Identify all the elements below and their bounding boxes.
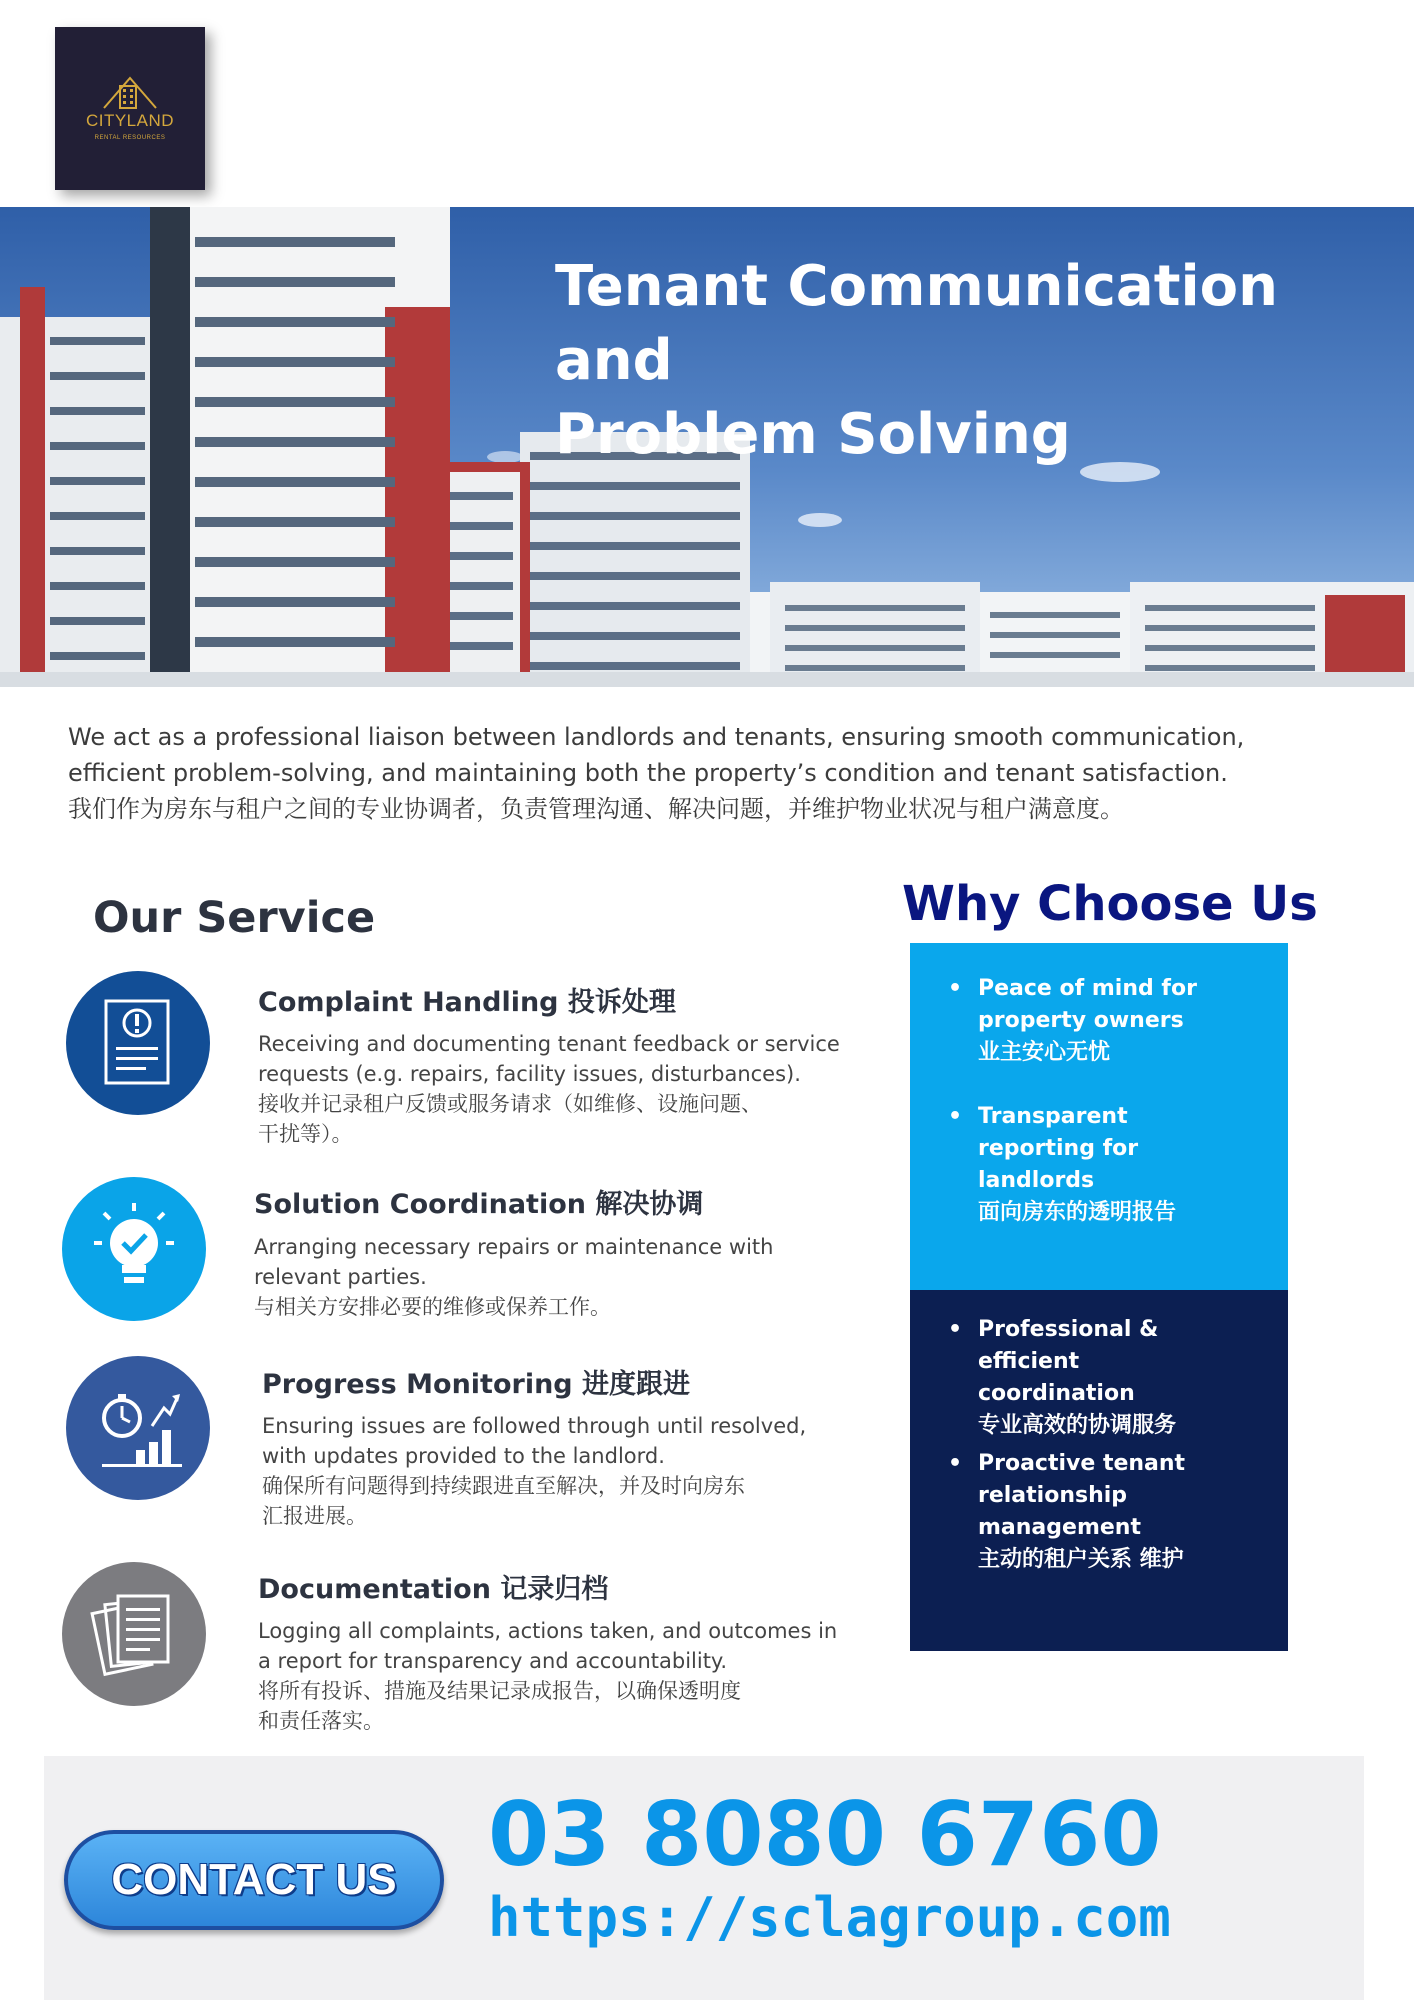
service-title-documentation: Documentation 记录归档 <box>258 1574 609 1605</box>
service-title-complaint: Complaint Handling 投诉处理 <box>258 987 676 1018</box>
service-desc-line: requests (e.g. repairs, facility issues, disturbances). <box>258 1062 801 1086</box>
service-desc-line: 确保所有问题得到持续跟进直至解决，并及时向房东 <box>262 1474 745 1498</box>
service-desc-documentation <box>258 1616 858 1736</box>
intro-en-line1: We act as a professional liaison between landlords and tenants, ensuring smooth communication, <box>68 723 1245 751</box>
service-title-solution: Solution Coordination 解决协调 <box>254 1189 704 1220</box>
service-desc-line: with updates provided to the landlord. <box>262 1444 665 1468</box>
why-choose-us-heading: Why Choose Us <box>902 876 1318 932</box>
service-desc-line: 干扰等）。 <box>258 1122 353 1146</box>
why-item-zh: 面向房东的透明报告 <box>978 1200 1177 1225</box>
why-item-en: Transparent reporting for landlords <box>978 1104 1139 1193</box>
service-desc-line: relevant parties. <box>254 1265 427 1289</box>
page-title-line2: Problem Solving <box>555 402 1071 467</box>
why-item-zh: 业主安心无忧 <box>978 1040 1111 1065</box>
why-list-top <box>938 973 1198 1229</box>
service-desc-line: Ensuring issues are followed through until resolved, <box>262 1414 807 1438</box>
service-desc-line: 接收并记录租户反馈或服务请求（如维修、设施问题、 <box>258 1092 762 1116</box>
contact-us-button[interactable]: CONTACT US <box>64 1830 444 1930</box>
website-link[interactable]: https://sclagroup.com <box>488 1886 1171 1949</box>
service-desc-line: 和责任落实。 <box>258 1709 384 1733</box>
intro-zh-line: 我们作为房东与租户之间的专业协调者，负责管理沟通、解决问题，并维护物业状况与租户满意度。 <box>68 795 1124 823</box>
why-item <box>938 1448 1198 1576</box>
service-desc-line: a report for transparency and accountability. <box>258 1649 728 1673</box>
service-desc-complaint <box>258 1029 858 1149</box>
intro-en-line2: efficient problem-solving, and maintaining both the property’s condition and tenant satisfaction. <box>68 759 1228 787</box>
logo-brand-text: CITYLAND <box>85 111 175 130</box>
page-title-line1: Tenant Communication and <box>555 254 1279 393</box>
why-item <box>938 1314 1198 1442</box>
service-title-progress: Progress Monitoring 进度跟进 <box>262 1369 691 1400</box>
service-desc-solution <box>254 1232 854 1322</box>
why-item-zh: 主动的租户关系 维护 <box>978 1547 1184 1572</box>
why-panel-light <box>910 943 1288 1290</box>
service-desc-progress <box>262 1411 862 1531</box>
service-desc-line: Logging all complaints, actions taken, and outcomes in <box>258 1619 838 1643</box>
service-desc-line: Arranging necessary repairs or maintenance with <box>254 1235 774 1259</box>
services-heading: Our Service <box>93 893 376 943</box>
building-logo-icon <box>100 72 160 112</box>
lightbulb-check-icon <box>62 1177 206 1321</box>
why-item-en: Professional & efficient coordination <box>978 1317 1159 1406</box>
why-item-en: Proactive tenant relationship management <box>978 1451 1186 1540</box>
phone-number[interactable]: 03 8080 6760 <box>488 1783 1162 1886</box>
why-list-bottom <box>938 1314 1198 1576</box>
why-panel-dark <box>910 1290 1288 1651</box>
why-item <box>938 1101 1198 1229</box>
service-desc-line: Receiving and documenting tenant feedback or service <box>258 1032 840 1056</box>
service-desc-line: 将所有投诉、措施及结果记录成报告，以确保透明度 <box>258 1679 741 1703</box>
page-title <box>555 250 1375 472</box>
why-item <box>938 973 1198 1069</box>
why-item-en: Peace of mind for property owners <box>978 976 1197 1033</box>
logo-tagline: RENTAL RESOURCES <box>94 135 166 141</box>
stopwatch-growth-icon <box>66 1356 210 1500</box>
service-desc-line: 与相关方安排必要的维修或保养工作。 <box>254 1295 611 1319</box>
service-desc-line: 汇报进展。 <box>262 1504 367 1528</box>
document-alert-icon <box>66 971 210 1115</box>
documents-stack-icon <box>62 1562 206 1706</box>
cityland-logo <box>55 27 205 190</box>
why-item-zh: 专业高效的协调服务 <box>978 1413 1177 1438</box>
